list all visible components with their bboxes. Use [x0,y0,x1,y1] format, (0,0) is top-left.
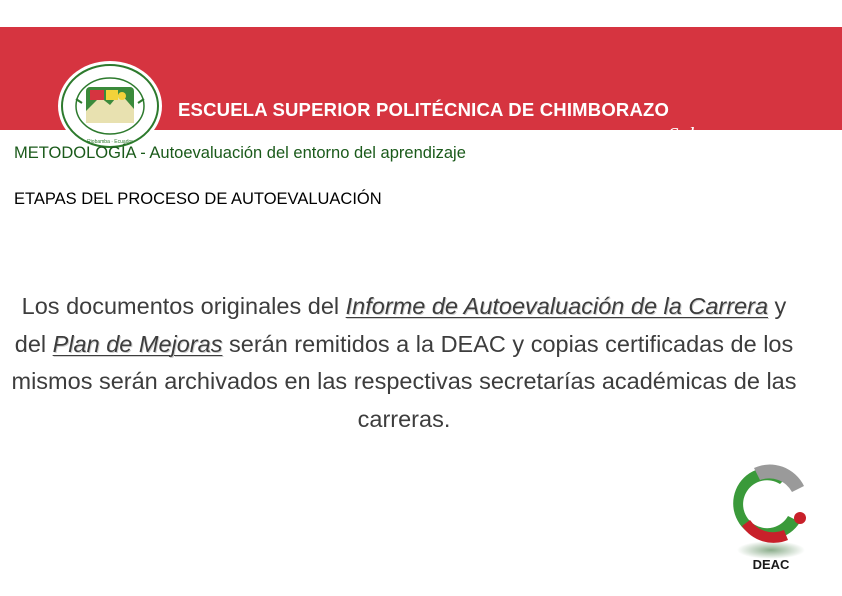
deac-logo [728,460,814,576]
section-subtitle: ETAPAS DEL PROCESO DE AUTOEVALUACIÓN [14,190,382,208]
body-text-rest: serán remitidos a la DEAC y copias certificadas de los mismos serán archivados en las respectivas secretarías académicas de las carreras. [11,330,797,432]
institution-name: ESCUELA SUPERIOR POLITÉCNICA DE CHIMBORAZO [178,99,670,120]
institution-seal-icon [56,59,164,153]
informe-reference: Informe de Autoevaluación de la Carrera [345,293,769,319]
body-text-connector: y del [14,293,787,357]
header-banner [0,27,842,147]
deac-label: DEAC [752,557,790,572]
svg-text:Riobamba · Ecuador: Riobamba · Ecuador [87,139,133,145]
body-paragraph [8,288,800,438]
plan-reference: Plan de Mejoras [52,330,223,357]
institution-motto: Saber para ser [668,123,793,147]
section-title: METODOLOGÍA - Autoevaluación del entorno del aprendizaje [14,144,466,162]
body-text-intro: Los documentos originales del [21,293,346,319]
